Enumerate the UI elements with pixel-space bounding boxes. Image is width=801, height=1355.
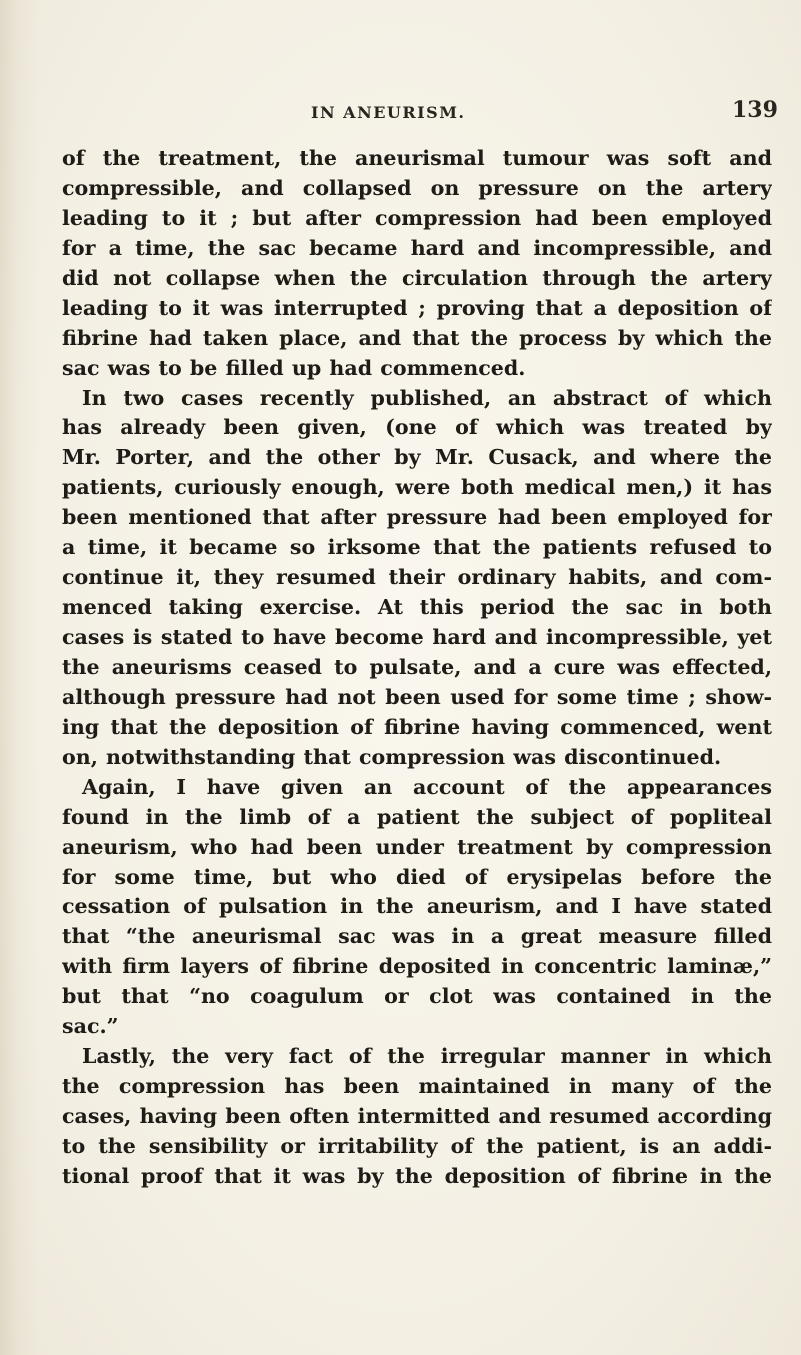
text-line: a time, it became so irksome that the patients refused to xyxy=(62,535,772,560)
text-line: found in the limb of a patient the subject of popliteal xyxy=(62,804,772,829)
text-line: fibrine had taken place, and that the process by which the xyxy=(62,325,772,350)
page-number: 139 xyxy=(732,97,778,123)
text-line: leading to it ; but after compression had been employed xyxy=(62,205,772,230)
text-line: Again, I have given an account of the appearances xyxy=(82,774,772,799)
text-line: sac was to be filled up had commenced. xyxy=(62,355,526,380)
text-line: compressible, and collapsed on pressure on the artery xyxy=(62,175,772,200)
text-line: Lastly, the very fact of the irregular manner in which xyxy=(82,1044,772,1069)
text-line: cases, having been often intermitted and resumed according xyxy=(62,1104,772,1128)
text-line: menced taking exercise. At this period the sac in both xyxy=(62,595,772,620)
text-line: that “the aneurismal sac was in a great measure filled xyxy=(62,924,772,949)
text-line: tional proof that it was by the deposition of fibrine in the xyxy=(62,1163,772,1188)
text-line: has already been given, (one of which was treated by xyxy=(62,415,772,440)
text-line: continue it, they resumed their ordinary habits, and com- xyxy=(62,565,772,590)
text-line: with firm layers of fibrine deposited in concentric laminæ,” xyxy=(62,954,772,979)
running-head xyxy=(0,97,801,127)
text-line: for some time, but who died of erysipelas before the xyxy=(62,864,772,889)
text-line: been mentioned that after pressure had been employed for xyxy=(62,505,772,530)
text-line: but that “no coagulum or clot was contained in the xyxy=(62,984,772,1009)
text-line: did not collapse when the circulation through the artery xyxy=(62,265,772,290)
text-line: on, notwithstanding that compression was discontinued. xyxy=(62,744,722,769)
text-line: the compression has been maintained in many of the xyxy=(62,1074,772,1099)
text-line: sac.” xyxy=(62,1014,119,1039)
text-line: patients, curiously enough, were both medical men,) it has xyxy=(62,475,772,500)
text-line: ing that the deposition of fibrine having commenced, went xyxy=(62,714,772,739)
text-line: the aneurisms ceased to pulsate, and a cure was effected, xyxy=(62,654,772,679)
text-line: aneurism, who had been under treatment by compression xyxy=(62,834,772,859)
text-line: cessation of pulsation in the aneurism, and I have stated xyxy=(62,894,772,919)
text-line: leading to it was interrupted ; proving that a deposition of xyxy=(62,295,772,320)
running-title: IN ANEURISM. xyxy=(311,103,466,122)
text-line: although pressure had not been used for some time ; show- xyxy=(62,684,772,709)
text-line: for a time, the sac became hard and incompressible, and xyxy=(62,235,772,260)
text-line: to the sensibility or irritability of the patient, is an addi- xyxy=(62,1133,772,1158)
text-line: In two cases recently published, an abstract of which xyxy=(82,385,772,410)
text-line: Mr. Porter, and the other by Mr. Cusack, and where the xyxy=(62,445,772,470)
text-line: cases is stated to have become hard and incompressible, yet xyxy=(62,625,772,649)
body-text xyxy=(62,144,772,1192)
text-line: of the treatment, the aneurismal tumour was soft and xyxy=(62,146,772,170)
